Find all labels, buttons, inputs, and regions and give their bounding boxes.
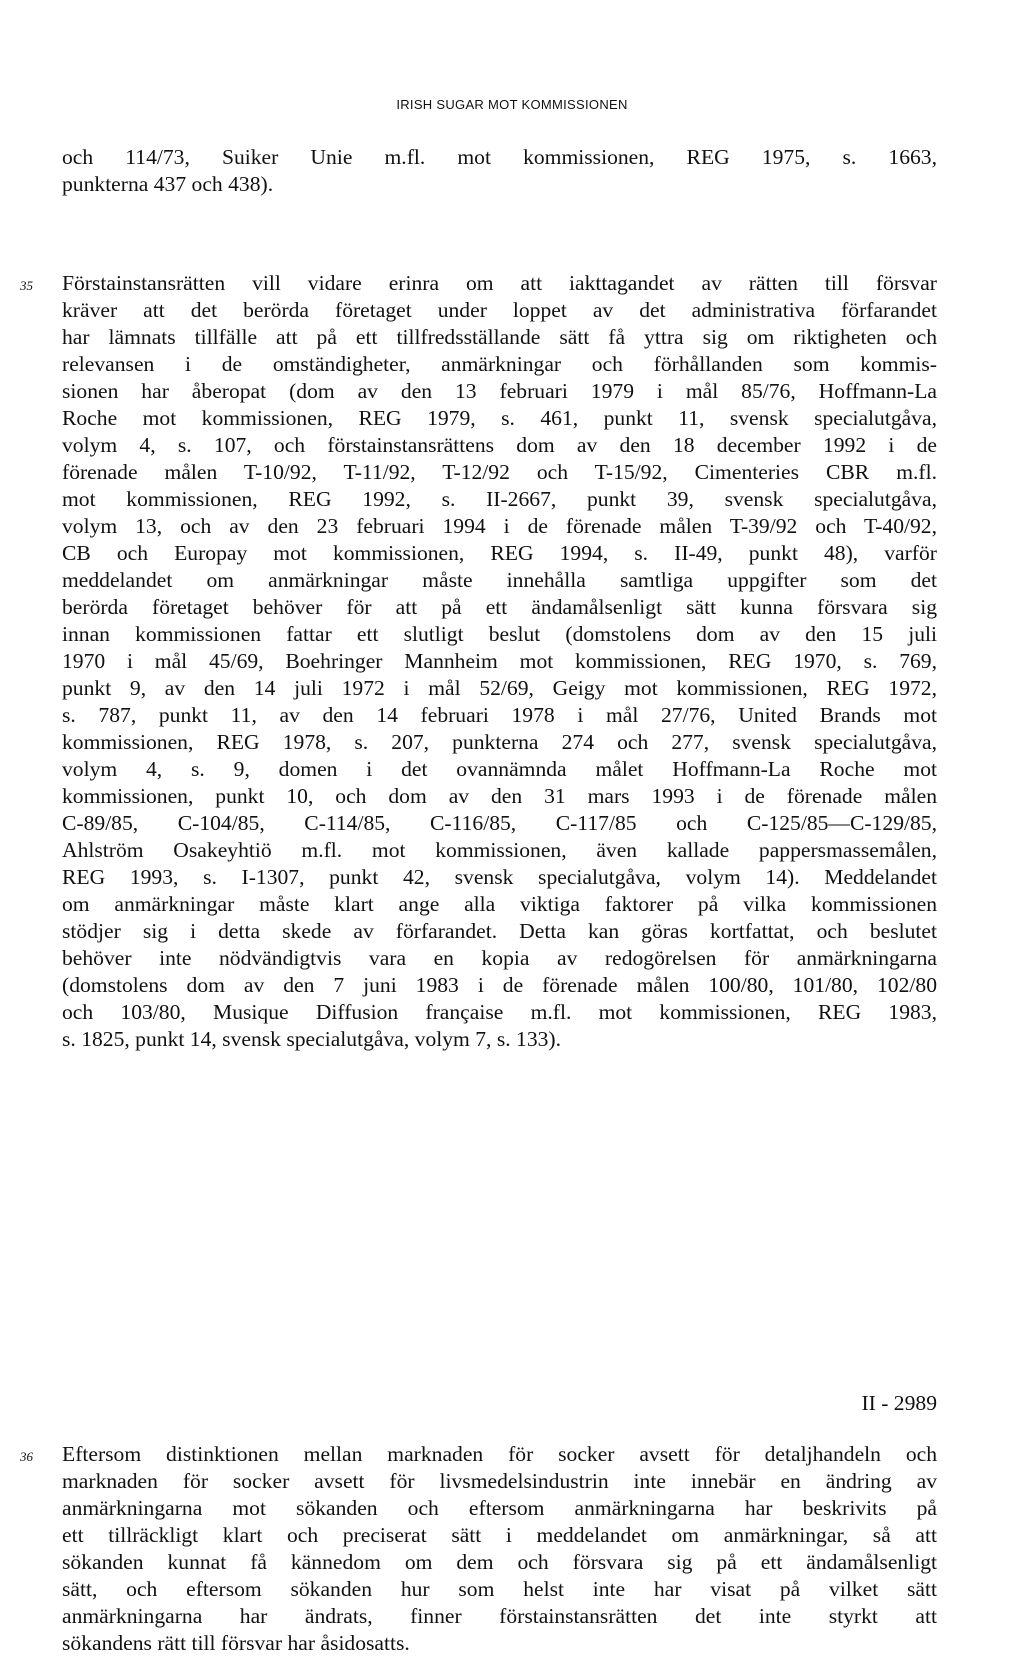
text-line: sökandens rätt till försvar har åsidosatts. <box>62 1631 410 1655</box>
paragraph-35 <box>62 270 937 1053</box>
text-line: (domstolens dom av den 7 juni 1983 i de förenade målen 100/80, 101/80, 102/80 <box>62 973 937 997</box>
text-line: REG 1993, s. I-1307, punkt 42, svensk specialutgåva, volym 14). Meddelandet <box>62 865 937 889</box>
text-line: stödjer sig i detta skede av förfarandet. Detta kan göras kortfattat, och beslutet <box>62 919 937 943</box>
text-line: Förstainstansrätten vill vidare erinra om att iakttagandet av rätten till försvar <box>62 271 937 295</box>
text-line: C-89/85, C-104/85, C-114/85, C-116/85, C-117/85 och C-125/85—C-129/85, <box>62 811 937 835</box>
text-line: sionen har åberopat (dom av den 13 februari 1979 i mål 85/76, Hoffmann-La <box>62 379 937 403</box>
text-line: volym 13, och av den 23 februari 1994 i de förenade målen T-39/92 och T-40/92, <box>62 514 937 538</box>
text-line: och 114/73, Suiker Unie m.fl. mot kommissionen, REG 1975, s. 1663, <box>62 145 937 169</box>
paragraph-36 <box>62 1441 937 1657</box>
text-line: har lämnats tillfälle att på ett tillfredsställande sätt få yttra sig om riktigheten och <box>62 325 937 349</box>
running-header: IRISH SUGAR MOT KOMMISSIONEN <box>396 97 628 112</box>
text-line: CB och Europay mot kommissionen, REG 1994, s. II-49, punkt 48), varför <box>62 541 937 565</box>
text-line: ett tillräckligt klart och preciserat sätt i meddelandet om anmärkningar, så att <box>62 1523 937 1547</box>
text-line: sökanden kunnat få kännedom om dem och försvara sig på ett ändamålsenligt <box>62 1550 937 1574</box>
text-line: Eftersom distinktionen mellan marknaden för socker avsett för detaljhandeln och <box>62 1442 937 1466</box>
text-line: berörda företaget behöver för att på ett ändamålsenligt sätt kunna försvara sig <box>62 595 937 619</box>
text-line: Ahlström Osakeyhtiö m.fl. mot kommissionen, även kallade pappersmassemålen, <box>62 838 937 862</box>
text-line: behöver inte nödvändigtvis vara en kopia av redogörelsen för anmärkningarna <box>62 946 937 970</box>
text-line: kräver att det berörda företaget under loppet av det administrativa förfarandet <box>62 298 937 322</box>
text-line: innan kommissionen fattar ett slutligt beslut (domstolens dom av den 15 juli <box>62 622 937 646</box>
text-line: punkterna 437 och 438). <box>62 172 274 196</box>
text-line: meddelandet om anmärkningar måste innehålla samtliga uppgifter som det <box>62 568 937 592</box>
text-line: volym 4, s. 9, domen i det ovannämnda målet Hoffmann-La Roche mot <box>62 757 937 781</box>
text-line: mot kommissionen, REG 1992, s. II-2667, punkt 39, svensk specialutgåva, <box>62 487 937 511</box>
text-line: om anmärkningar måste klart ange alla viktiga faktorer på vilka kommissionen <box>62 892 937 916</box>
text-line: volym 4, s. 107, och förstainstansrättens dom av den 18 december 1992 i de <box>62 433 937 457</box>
text-line: sätt, och eftersom sökanden hur som helst inte har visat på vilket sätt <box>62 1577 937 1601</box>
text-line: Roche mot kommissionen, REG 1979, s. 461, punkt 11, svensk specialutgåva, <box>62 406 937 430</box>
text-line: marknaden för socker avsett för livsmedelsindustrin inte innebär en ändring av <box>62 1469 937 1493</box>
text-line: s. 1825, punkt 14, svensk specialutgåva, volym 7, s. 133). <box>62 1027 562 1051</box>
page-number: II - 2989 <box>861 1391 937 1415</box>
text-line: och 103/80, Musique Diffusion française m.fl. mot kommissionen, REG 1983, <box>62 1000 937 1024</box>
text-line: 1970 i mål 45/69, Boehringer Mannheim mot kommissionen, REG 1970, s. 769, <box>62 649 937 673</box>
text-line: anmärkningarna har ändrats, finner förstainstansrätten det inte styrkt att <box>62 1604 937 1628</box>
text-line: anmärkningarna mot sökanden och eftersom anmärkningarna har beskrivits på <box>62 1496 937 1520</box>
text-line: s. 787, punkt 11, av den 14 februari 1978 i mål 27/76, United Brands mot <box>62 703 937 727</box>
paragraph-continuation <box>62 144 937 198</box>
text-line: förenade målen T-10/92, T-11/92, T-12/92 och T-15/92, Cimenteries CBR m.fl. <box>62 460 937 484</box>
text-line: kommissionen, REG 1978, s. 207, punkterna 274 och 277, svensk specialutgåva, <box>62 730 937 754</box>
paragraph-number: 36 <box>20 1449 33 1464</box>
paragraph-number: 35 <box>20 278 33 293</box>
text-line: punkt 9, av den 14 juli 1972 i mål 52/69, Geigy mot kommissionen, REG 1972, <box>62 676 937 700</box>
text-line: kommissionen, punkt 10, och dom av den 31 mars 1993 i de förenade målen <box>62 784 937 808</box>
text-line: relevansen i de omständigheter, anmärkningar och förhållanden som kommis- <box>62 352 937 376</box>
